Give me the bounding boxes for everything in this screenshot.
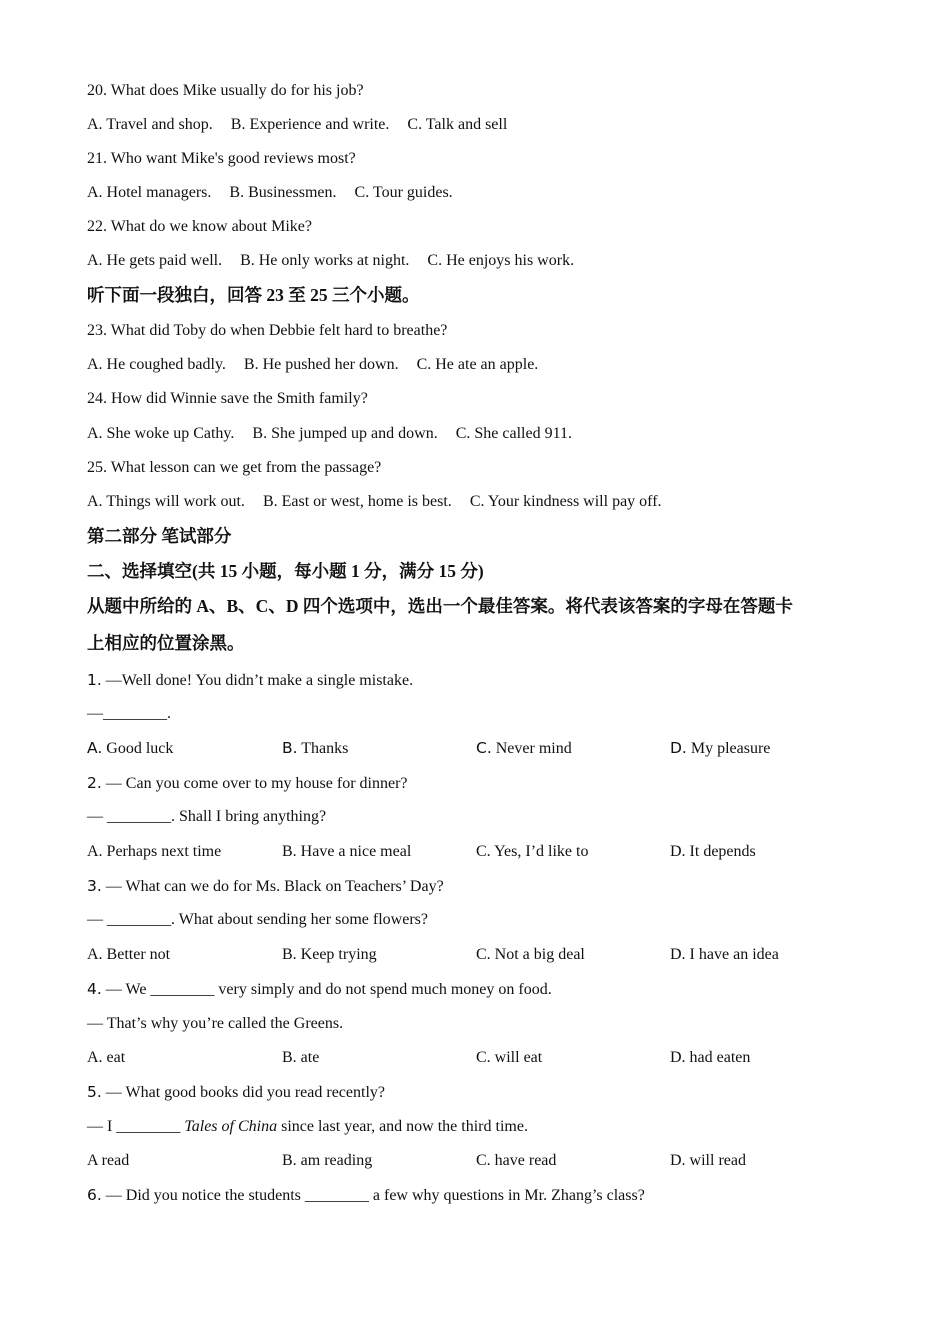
question-2: [87, 773, 870, 794]
option-c: C. will eat: [476, 1049, 543, 1066]
question-4-reply: — That’s why you’re called the Greens.: [87, 1015, 344, 1032]
option-a: A read: [87, 1152, 130, 1169]
question-6: [87, 1185, 870, 1206]
monologue-instruction: 听下面一段独白，回答 23 至 25 三个小题。: [87, 285, 420, 305]
option-c: C. have read: [476, 1152, 557, 1169]
question-1: [87, 670, 870, 691]
option-c: C. Not a big deal: [476, 946, 585, 963]
option-d: D. had eaten: [670, 1049, 751, 1066]
option-b: B. ate: [282, 1049, 320, 1066]
question-23-options: [87, 355, 870, 375]
question-1-reply: —________.: [87, 705, 171, 722]
question-21-options: [87, 183, 870, 203]
question-3-reply: — ________. What about sending her some flowers?: [87, 911, 428, 928]
question-number: 3.: [87, 877, 102, 895]
instruction-line-1: 从题中所给的 A、B、C、D 四个选项中，选出一个最佳答案。将代表该答案的字母在答题卡: [87, 596, 793, 616]
question-20: 20. What does Mike usually do for his job?: [87, 82, 364, 99]
option-b: B. Have a nice meal: [282, 843, 412, 860]
question-number: 5.: [87, 1083, 102, 1101]
question-number: 1.: [87, 671, 102, 689]
option-c: C. Never mind: [476, 739, 572, 757]
question-4: [87, 979, 870, 1000]
option-b: B. Experience and write.: [230, 116, 390, 133]
instruction-line-2: 上相应的位置涂黑。: [87, 633, 245, 653]
option-c: C. Talk and sell: [407, 116, 508, 133]
question-21: 21. Who want Mike's good reviews most?: [87, 150, 356, 167]
option-c: C. Tour guides.: [354, 184, 453, 201]
option-a: A. Things will work out.: [87, 493, 245, 510]
option-a: A. She woke up Cathy.: [87, 425, 235, 442]
question-25: 25. What lesson can we get from the passage?: [87, 459, 382, 476]
question-stem: — Did you notice the students ________ a few why questions in Mr. Zhang’s class?: [101, 1187, 645, 1204]
question-22: 22. What do we know about Mike?: [87, 218, 312, 235]
option-b: B. He only works at night.: [240, 252, 410, 269]
option-c: C. She called 911.: [455, 425, 572, 442]
question-number: 2.: [87, 774, 102, 792]
option-a: A. Travel and shop.: [87, 116, 213, 133]
option-c: C. Yes, I’d like to: [476, 843, 589, 860]
option-a: A. He gets paid well.: [87, 252, 223, 269]
book-title: Tales of China: [184, 1118, 278, 1135]
question-5: [87, 1082, 870, 1103]
option-b: B. He pushed her down.: [243, 356, 399, 373]
question-stem: — What can we do for Ms. Black on Teachers’ Day?: [101, 878, 444, 895]
option-d: D. It depends: [670, 843, 756, 860]
option-c: C. He ate an apple.: [416, 356, 539, 373]
option-d: D. I have an idea: [670, 946, 779, 963]
question-2-reply: — ________. Shall I bring anything?: [87, 808, 327, 825]
option-c: C. He enjoys his work.: [427, 252, 575, 269]
question-stem: —Well done! You didn’t make a single mistake.: [101, 672, 414, 689]
question-24: 24. How did Winnie save the Smith family?: [87, 390, 368, 407]
option-d: D. will read: [670, 1152, 746, 1169]
question-stem: — We ________ very simply and do not spend much money on food.: [101, 981, 552, 998]
question-stem: — Can you come over to my house for dinner?: [101, 775, 408, 792]
option-b: B. She jumped up and down.: [252, 425, 438, 442]
option-a: A. Perhaps next time: [87, 843, 222, 860]
option-b: B. Keep trying: [282, 946, 377, 963]
question-25-options: [87, 492, 870, 512]
option-a: A. Hotel managers.: [87, 184, 212, 201]
option-a: A. eat: [87, 1049, 126, 1066]
option-b: B. East or west, home is best.: [262, 493, 452, 510]
option-d: D. My pleasure: [670, 739, 771, 757]
option-b: B. Businessmen.: [229, 184, 337, 201]
part-title: 第二部分 笔试部分: [87, 526, 232, 546]
question-number: 6.: [87, 1186, 102, 1204]
option-c: C. Your kindness will pay off.: [469, 493, 662, 510]
question-stem: — What good books did you read recently?: [101, 1084, 385, 1101]
option-a: A. Good luck: [87, 739, 174, 757]
subsection-title: 二、选择填空(共 15 小题，每小题 1 分，满分 15 分): [87, 561, 484, 581]
question-3: [87, 876, 870, 897]
question-number: 4.: [87, 980, 102, 998]
option-a: A. He coughed badly.: [87, 356, 226, 373]
question-22-options: [87, 251, 870, 271]
question-20-options: [87, 115, 870, 135]
question-24-options: [87, 424, 870, 444]
option-b: B. Thanks: [282, 739, 349, 757]
option-b: B. am reading: [282, 1152, 373, 1169]
question-5-reply: — I ________ Tales of China since last year, and now the third time.: [87, 1118, 528, 1135]
question-23: 23. What did Toby do when Debbie felt hard to breathe?: [87, 322, 448, 339]
option-a: A. Better not: [87, 946, 171, 963]
